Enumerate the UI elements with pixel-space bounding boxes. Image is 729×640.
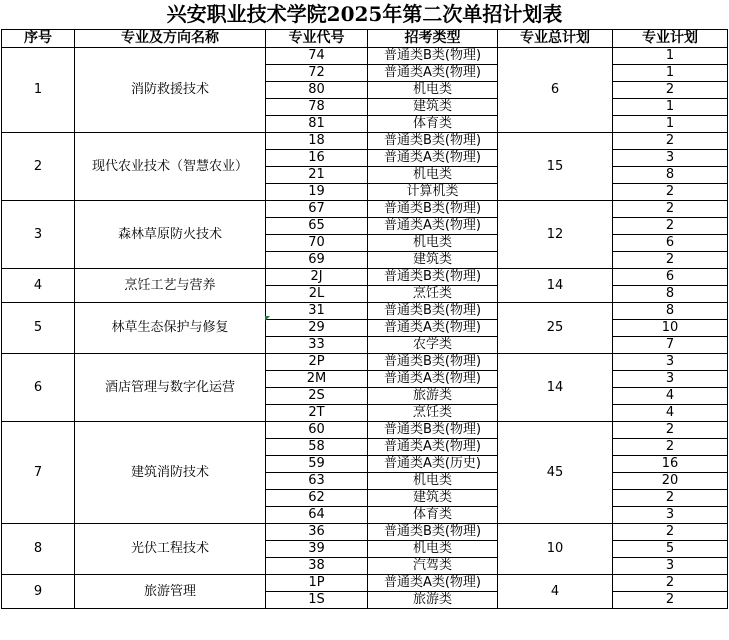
exam-type-cell[interactable]: 普通类B类(物理) bbox=[368, 524, 498, 541]
major-code-cell[interactable]: 63 bbox=[266, 473, 368, 490]
header-major-code[interactable]: 专业代号 bbox=[266, 30, 368, 48]
seq-cell[interactable]: 7 bbox=[2, 422, 75, 524]
exam-type-cell[interactable]: 汽驾类 bbox=[368, 558, 498, 575]
major-name-cell[interactable]: 酒店管理与数字化运营 bbox=[75, 354, 266, 422]
plan-cell[interactable]: 2 bbox=[613, 575, 728, 592]
major-name-cell[interactable]: 烹饪工艺与营养 bbox=[75, 269, 266, 303]
exam-type-cell[interactable]: 建筑类 bbox=[368, 252, 498, 269]
seq-cell[interactable]: 6 bbox=[2, 354, 75, 422]
header-total-plan[interactable]: 专业总计划 bbox=[498, 30, 613, 48]
major-code-cell[interactable]: 81 bbox=[266, 116, 368, 133]
plan-cell[interactable]: 20 bbox=[613, 473, 728, 490]
plan-cell[interactable]: 8 bbox=[613, 286, 728, 303]
exam-type-cell[interactable]: 普通类A类(物理) bbox=[368, 371, 498, 388]
total-plan-cell[interactable]: 4 bbox=[498, 575, 613, 609]
major-code-cell[interactable]: 64 bbox=[266, 507, 368, 524]
plan-cell[interactable]: 1 bbox=[613, 99, 728, 116]
plan-cell[interactable]: 3 bbox=[613, 371, 728, 388]
plan-cell[interactable]: 2 bbox=[613, 422, 728, 439]
plan-cell[interactable]: 6 bbox=[613, 269, 728, 286]
seq-cell[interactable]: 2 bbox=[2, 133, 75, 201]
plan-cell[interactable]: 1 bbox=[613, 48, 728, 65]
exam-type-cell[interactable]: 烹饪类 bbox=[368, 405, 498, 422]
major-name-cell[interactable]: 旅游管理 bbox=[75, 575, 266, 609]
major-code-cell[interactable]: 33 bbox=[266, 337, 368, 354]
exam-type-cell[interactable]: 计算机类 bbox=[368, 184, 498, 201]
total-plan-cell[interactable]: 25 bbox=[498, 303, 613, 354]
exam-type-cell[interactable]: 普通类A类(物理) bbox=[368, 65, 498, 82]
total-plan-cell[interactable]: 10 bbox=[498, 524, 613, 575]
table-row bbox=[2, 354, 728, 371]
table-row bbox=[2, 133, 728, 150]
major-code-cell[interactable]: 78 bbox=[266, 99, 368, 116]
exam-type-cell[interactable]: 农学类 bbox=[368, 337, 498, 354]
major-code-cell[interactable]: 2M bbox=[266, 371, 368, 388]
major-code-cell[interactable]: 70 bbox=[266, 235, 368, 252]
seq-cell[interactable]: 8 bbox=[2, 524, 75, 575]
exam-type-cell[interactable]: 旅游类 bbox=[368, 592, 498, 609]
exam-type-cell[interactable]: 普通类B类(物理) bbox=[368, 354, 498, 371]
major-code-cell[interactable]: 69 bbox=[266, 252, 368, 269]
table-row bbox=[2, 48, 728, 65]
plan-cell[interactable]: 10 bbox=[613, 320, 728, 337]
exam-type-cell[interactable]: 机电类 bbox=[368, 82, 498, 99]
plan-cell[interactable]: 3 bbox=[613, 150, 728, 167]
seq-cell[interactable]: 9 bbox=[2, 575, 75, 609]
major-name-cell[interactable]: 现代农业技术（智慧农业） bbox=[75, 133, 266, 201]
major-code-cell[interactable]: 65 bbox=[266, 218, 368, 235]
major-code-cell[interactable]: 62 bbox=[266, 490, 368, 507]
total-plan-cell[interactable]: 12 bbox=[498, 201, 613, 269]
plan-cell[interactable]: 2 bbox=[613, 439, 728, 456]
exam-type-cell[interactable]: 旅游类 bbox=[368, 388, 498, 405]
header-row bbox=[2, 30, 728, 48]
major-code-cell[interactable]: 19 bbox=[266, 184, 368, 201]
table-row bbox=[2, 303, 728, 320]
total-plan-cell[interactable]: 45 bbox=[498, 422, 613, 524]
major-code-cell[interactable]: 2S bbox=[266, 388, 368, 405]
major-code-cell[interactable]: 80 bbox=[266, 82, 368, 99]
header-major-name[interactable]: 专业及方向名称 bbox=[75, 30, 266, 48]
table-row bbox=[2, 201, 728, 218]
major-code-cell[interactable]: 2T bbox=[266, 405, 368, 422]
plan-cell[interactable]: 6 bbox=[613, 235, 728, 252]
plan-cell[interactable]: 2 bbox=[613, 524, 728, 541]
plan-cell[interactable]: 3 bbox=[613, 507, 728, 524]
plan-cell[interactable]: 7 bbox=[613, 337, 728, 354]
major-code-cell[interactable]: 60 bbox=[266, 422, 368, 439]
major-code-cell[interactable]: 31 bbox=[266, 303, 368, 320]
exam-type-cell[interactable]: 普通类B类(物理) bbox=[368, 133, 498, 150]
major-code-cell[interactable]: 18 bbox=[266, 133, 368, 150]
major-code-cell[interactable]: 2P bbox=[266, 354, 368, 371]
plan-cell[interactable]: 4 bbox=[613, 405, 728, 422]
major-code-cell[interactable]: 2L bbox=[266, 286, 368, 303]
seq-cell[interactable]: 5 bbox=[2, 303, 75, 354]
sheet-title: 兴安职业技术学院2025年第二次单招计划表 bbox=[166, 2, 563, 26]
plan-cell[interactable]: 1 bbox=[613, 65, 728, 82]
plan-cell[interactable]: 16 bbox=[613, 456, 728, 473]
major-name-cell[interactable]: 建筑消防技术 bbox=[75, 422, 266, 524]
total-plan-cell[interactable]: 14 bbox=[498, 269, 613, 303]
seq-cell[interactable]: 4 bbox=[2, 269, 75, 303]
exam-type-cell[interactable]: 普通类B类(物理) bbox=[368, 48, 498, 65]
exam-type-cell[interactable]: 机电类 bbox=[368, 541, 498, 558]
plan-cell[interactable]: 2 bbox=[613, 218, 728, 235]
exam-type-cell[interactable]: 建筑类 bbox=[368, 490, 498, 507]
exam-type-cell[interactable]: 普通类B类(物理) bbox=[368, 201, 498, 218]
major-name-cell[interactable]: 森林草原防火技术 bbox=[75, 201, 266, 269]
plan-cell[interactable]: 2 bbox=[613, 592, 728, 609]
plan-cell[interactable]: 5 bbox=[613, 541, 728, 558]
major-code-cell[interactable]: 2J bbox=[266, 269, 368, 286]
header-plan[interactable]: 专业计划 bbox=[613, 30, 728, 48]
table-row bbox=[2, 524, 728, 541]
major-code-cell[interactable]: 1P bbox=[266, 575, 368, 592]
major-name-cell[interactable]: 光伏工程技术 bbox=[75, 524, 266, 575]
plan-cell[interactable]: 2 bbox=[613, 133, 728, 150]
exam-type-cell[interactable]: 普通类B类(物理) bbox=[368, 303, 498, 320]
total-plan-cell[interactable]: 6 bbox=[498, 48, 613, 133]
total-plan-cell[interactable]: 15 bbox=[498, 133, 613, 201]
major-code-cell[interactable]: 58 bbox=[266, 439, 368, 456]
exam-type-cell[interactable]: 普通类A类(物理) bbox=[368, 439, 498, 456]
major-name-cell[interactable]: 消防救援技术 bbox=[75, 48, 266, 133]
major-code-cell[interactable]: 74 bbox=[266, 48, 368, 65]
exam-type-cell[interactable]: 普通类A类(历史) bbox=[368, 456, 498, 473]
table-row bbox=[2, 575, 728, 592]
major-code-cell[interactable]: 59 bbox=[266, 456, 368, 473]
exam-type-cell[interactable]: 机电类 bbox=[368, 167, 498, 184]
plan-cell[interactable]: 8 bbox=[613, 303, 728, 320]
exam-type-cell[interactable]: 体育类 bbox=[368, 116, 498, 133]
enrollment-plan-table bbox=[1, 29, 728, 609]
exam-type-cell[interactable]: 普通类A类(物理) bbox=[368, 218, 498, 235]
plan-cell[interactable]: 1 bbox=[613, 116, 728, 133]
exam-type-cell[interactable]: 机电类 bbox=[368, 235, 498, 252]
header-seq[interactable]: 序号 bbox=[2, 30, 75, 48]
table-body bbox=[2, 48, 728, 609]
seq-cell[interactable]: 3 bbox=[2, 201, 75, 269]
seq-cell[interactable]: 1 bbox=[2, 48, 75, 133]
plan-cell[interactable]: 4 bbox=[613, 388, 728, 405]
plan-cell[interactable]: 2 bbox=[613, 490, 728, 507]
cell-comment-marker bbox=[265, 316, 270, 321]
exam-type-cell[interactable]: 体育类 bbox=[368, 507, 498, 524]
exam-type-cell[interactable]: 普通类B类(物理) bbox=[368, 269, 498, 286]
plan-cell[interactable]: 2 bbox=[613, 184, 728, 201]
major-code-cell[interactable]: 36 bbox=[266, 524, 368, 541]
total-plan-cell[interactable]: 14 bbox=[498, 354, 613, 422]
plan-cell[interactable]: 2 bbox=[613, 201, 728, 218]
table-row bbox=[2, 269, 728, 286]
exam-type-cell[interactable]: 普通类A类(物理) bbox=[368, 150, 498, 167]
major-code-cell[interactable]: 16 bbox=[266, 150, 368, 167]
plan-cell[interactable]: 3 bbox=[613, 354, 728, 371]
major-code-cell[interactable]: 1S bbox=[266, 592, 368, 609]
exam-type-cell[interactable]: 机电类 bbox=[368, 473, 498, 490]
major-code-cell[interactable]: 72 bbox=[266, 65, 368, 82]
header-exam-type[interactable]: 招考类型 bbox=[368, 30, 498, 48]
major-code-cell[interactable]: 38 bbox=[266, 558, 368, 575]
major-code-cell[interactable]: 21 bbox=[266, 167, 368, 184]
plan-cell[interactable]: 2 bbox=[613, 82, 728, 99]
exam-type-cell[interactable]: 烹饪类 bbox=[368, 286, 498, 303]
exam-type-cell[interactable]: 普通类A类(物理) bbox=[368, 575, 498, 592]
plan-cell[interactable]: 3 bbox=[613, 558, 728, 575]
major-code-cell[interactable]: 29 bbox=[266, 320, 368, 337]
plan-cell[interactable]: 8 bbox=[613, 167, 728, 184]
exam-type-cell[interactable]: 普通类B类(物理) bbox=[368, 422, 498, 439]
major-code-cell[interactable]: 39 bbox=[266, 541, 368, 558]
major-code-cell[interactable]: 67 bbox=[266, 201, 368, 218]
major-name-cell[interactable]: 林草生态保护与修复 bbox=[75, 303, 266, 354]
table-row bbox=[2, 422, 728, 439]
exam-type-cell[interactable]: 建筑类 bbox=[368, 99, 498, 116]
exam-type-cell[interactable]: 普通类A类(物理) bbox=[368, 320, 498, 337]
plan-cell[interactable]: 2 bbox=[613, 252, 728, 269]
